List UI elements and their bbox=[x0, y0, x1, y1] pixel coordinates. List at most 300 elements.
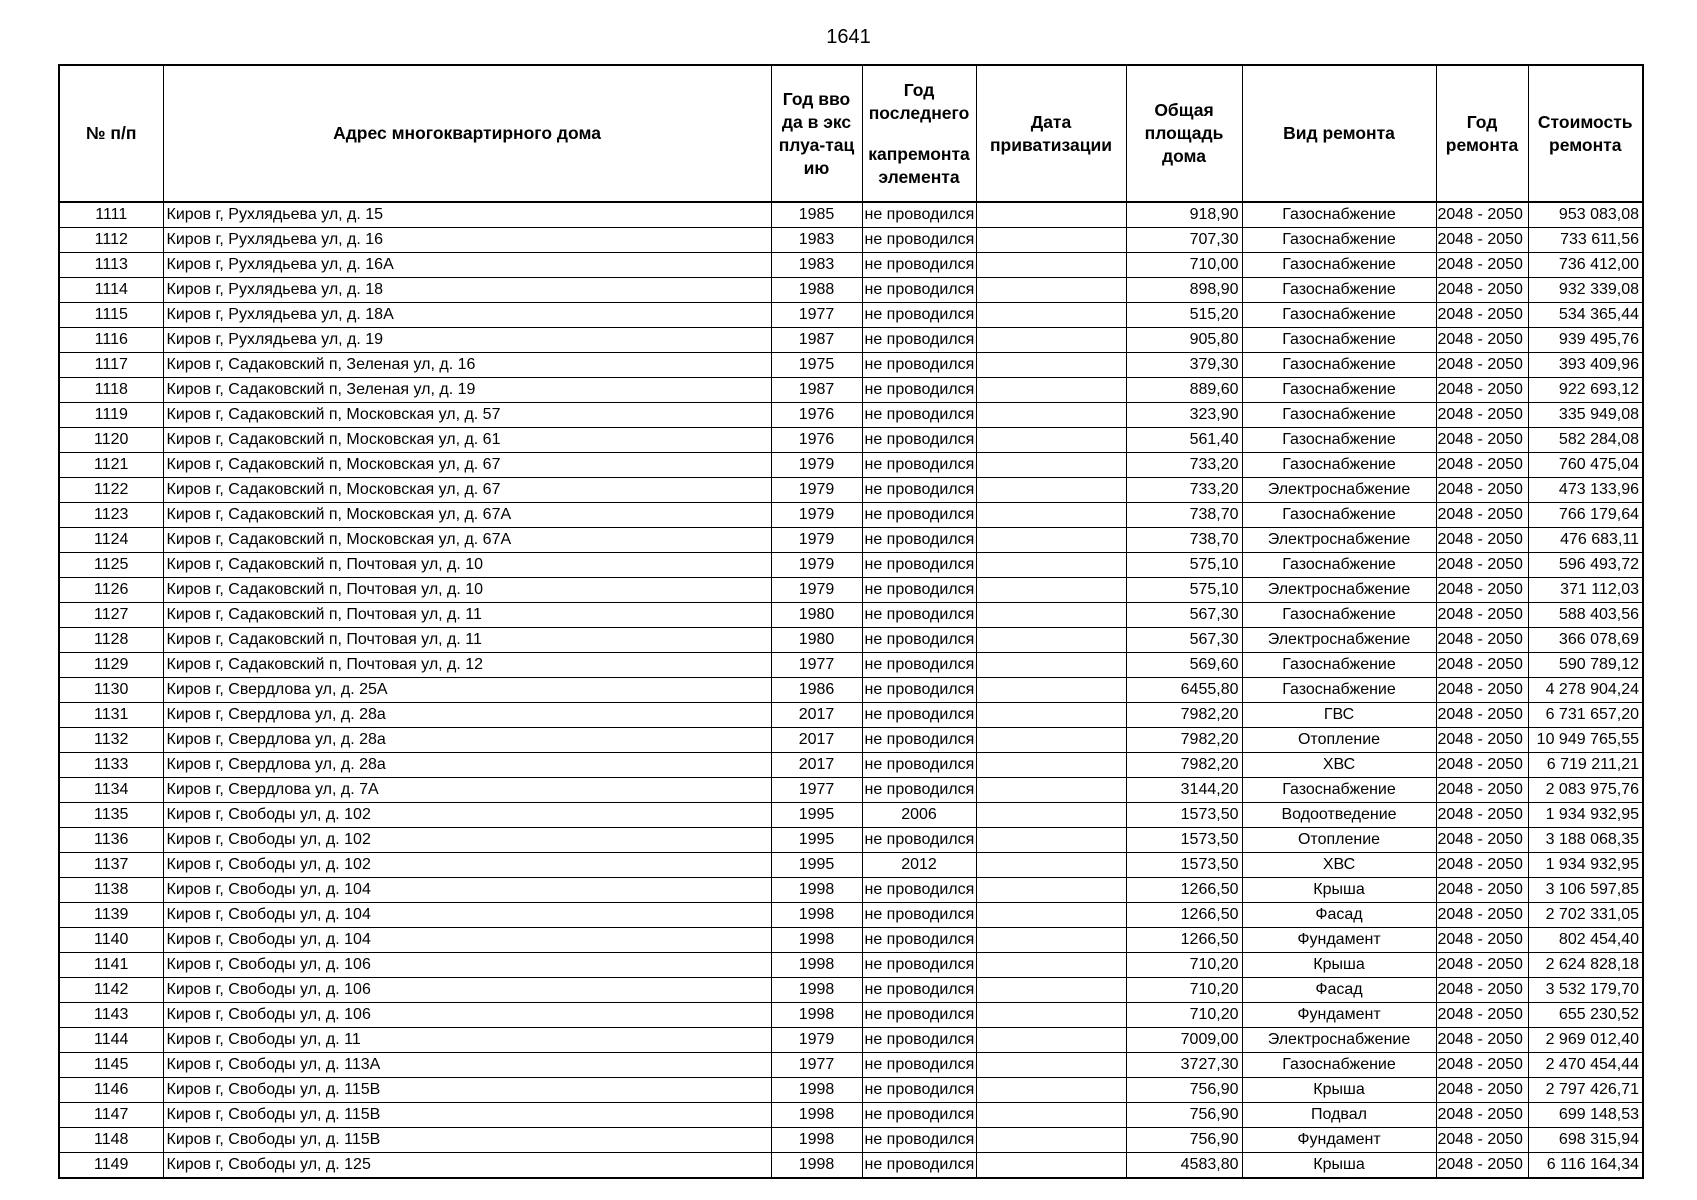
row-number: 1131 bbox=[59, 703, 163, 728]
privatization-cell bbox=[976, 903, 1126, 928]
row-number: 1113 bbox=[59, 253, 163, 278]
repair-type-cell: Крыша bbox=[1242, 1078, 1436, 1103]
table-row bbox=[59, 453, 1643, 478]
repair-year-cell: 2048 - 2050 bbox=[1436, 753, 1528, 778]
year-built-cell: 1979 bbox=[771, 453, 862, 478]
address-cell: Киров г, Свободы ул, д. 104 bbox=[163, 928, 771, 953]
table-row bbox=[59, 1053, 1643, 1078]
year-built-cell: 1976 bbox=[771, 428, 862, 453]
area-cell: 6455,80 bbox=[1126, 678, 1242, 703]
address-cell: Киров г, Свободы ул, д. 113А bbox=[163, 1053, 771, 1078]
privatization-cell bbox=[976, 678, 1126, 703]
repair-year-cell: 2048 - 2050 bbox=[1436, 878, 1528, 903]
address-cell: Киров г, Рухлядьева ул, д. 18А bbox=[163, 303, 771, 328]
area-cell: 569,60 bbox=[1126, 653, 1242, 678]
area-cell: 3144,20 bbox=[1126, 778, 1242, 803]
year-built-cell: 1987 bbox=[771, 328, 862, 353]
last-repair-cell: 2012 bbox=[862, 853, 976, 878]
row-number: 1149 bbox=[59, 1153, 163, 1179]
last-repair-cell: не проводился bbox=[862, 978, 976, 1003]
year-built-cell: 1977 bbox=[771, 653, 862, 678]
row-number: 1119 bbox=[59, 403, 163, 428]
cost-cell: 953 083,08 bbox=[1528, 202, 1643, 228]
privatization-cell bbox=[976, 553, 1126, 578]
year-built-cell: 1998 bbox=[771, 903, 862, 928]
row-number: 1112 bbox=[59, 228, 163, 253]
year-built-cell: 1998 bbox=[771, 878, 862, 903]
repair-year-cell: 2048 - 2050 bbox=[1436, 528, 1528, 553]
address-cell: Киров г, Рухлядьева ул, д. 19 bbox=[163, 328, 771, 353]
cost-cell: 1 934 932,95 bbox=[1528, 853, 1643, 878]
year-built-cell: 1977 bbox=[771, 778, 862, 803]
year-built-cell: 1998 bbox=[771, 1128, 862, 1153]
row-number: 1138 bbox=[59, 878, 163, 903]
last-repair-cell: не проводился bbox=[862, 828, 976, 853]
row-number: 1129 bbox=[59, 653, 163, 678]
repair-year-cell: 2048 - 2050 bbox=[1436, 353, 1528, 378]
year-built-cell: 2017 bbox=[771, 728, 862, 753]
year-built-cell: 1998 bbox=[771, 1153, 862, 1179]
last-repair-cell: не проводился bbox=[862, 903, 976, 928]
repair-year-cell: 2048 - 2050 bbox=[1436, 903, 1528, 928]
repair-year-cell: 2048 - 2050 bbox=[1436, 703, 1528, 728]
repair-type-cell: Крыша bbox=[1242, 953, 1436, 978]
privatization-cell bbox=[976, 1003, 1126, 1028]
cost-cell: 3 532 179,70 bbox=[1528, 978, 1643, 1003]
last-repair-cell: не проводился bbox=[862, 303, 976, 328]
last-repair-cell: не проводился bbox=[862, 1153, 976, 1179]
repair-year-cell: 2048 - 2050 bbox=[1436, 503, 1528, 528]
header-privatization: Дата приватизации bbox=[976, 65, 1126, 202]
address-cell: Киров г, Садаковский п, Московская ул, д. 67А bbox=[163, 503, 771, 528]
area-cell: 7982,20 bbox=[1126, 728, 1242, 753]
year-built-cell: 1979 bbox=[771, 503, 862, 528]
row-number: 1146 bbox=[59, 1078, 163, 1103]
repair-type-cell: Электроснабжение bbox=[1242, 1028, 1436, 1053]
year-built-cell: 1998 bbox=[771, 1078, 862, 1103]
cost-cell: 2 969 012,40 bbox=[1528, 1028, 1643, 1053]
privatization-cell bbox=[976, 803, 1126, 828]
cost-cell: 582 284,08 bbox=[1528, 428, 1643, 453]
privatization-cell bbox=[976, 453, 1126, 478]
table-row bbox=[59, 1153, 1643, 1179]
address-cell: Киров г, Свободы ул, д. 104 bbox=[163, 878, 771, 903]
repair-type-cell: Крыша bbox=[1242, 878, 1436, 903]
cost-cell: 760 475,04 bbox=[1528, 453, 1643, 478]
repair-type-cell: ХВС bbox=[1242, 853, 1436, 878]
repair-type-cell: Газоснабжение bbox=[1242, 678, 1436, 703]
cost-cell: 393 409,96 bbox=[1528, 353, 1643, 378]
address-cell: Киров г, Садаковский п, Почтовая ул, д. 10 bbox=[163, 578, 771, 603]
row-number: 1127 bbox=[59, 603, 163, 628]
privatization-cell bbox=[976, 328, 1126, 353]
repair-year-cell: 2048 - 2050 bbox=[1436, 1028, 1528, 1053]
row-number: 1143 bbox=[59, 1003, 163, 1028]
area-cell: 1266,50 bbox=[1126, 928, 1242, 953]
address-cell: Киров г, Свободы ул, д. 115В bbox=[163, 1128, 771, 1153]
repair-year-cell: 2048 - 2050 bbox=[1436, 853, 1528, 878]
last-repair-cell: не проводился bbox=[862, 1003, 976, 1028]
privatization-cell bbox=[976, 253, 1126, 278]
repair-type-cell: Фундамент bbox=[1242, 1128, 1436, 1153]
address-cell: Киров г, Рухлядьева ул, д. 16 bbox=[163, 228, 771, 253]
repair-type-cell: Газоснабжение bbox=[1242, 202, 1436, 228]
privatization-cell bbox=[976, 703, 1126, 728]
year-built-cell: 1987 bbox=[771, 378, 862, 403]
privatization-cell bbox=[976, 978, 1126, 1003]
cost-cell: 366 078,69 bbox=[1528, 628, 1643, 653]
cost-cell: 10 949 765,55 bbox=[1528, 728, 1643, 753]
area-cell: 756,90 bbox=[1126, 1103, 1242, 1128]
year-built-cell: 1977 bbox=[771, 303, 862, 328]
last-repair-cell: не проводился bbox=[862, 553, 976, 578]
row-number: 1147 bbox=[59, 1103, 163, 1128]
privatization-cell bbox=[976, 578, 1126, 603]
year-built-cell: 1979 bbox=[771, 1028, 862, 1053]
last-repair-cell: не проводился bbox=[862, 353, 976, 378]
repair-type-cell: Газоснабжение bbox=[1242, 553, 1436, 578]
year-built-cell: 1995 bbox=[771, 853, 862, 878]
repair-type-cell: Газоснабжение bbox=[1242, 453, 1436, 478]
repair-type-cell: ГВС bbox=[1242, 703, 1436, 728]
year-built-cell: 1979 bbox=[771, 478, 862, 503]
year-built-cell: 2017 bbox=[771, 703, 862, 728]
repair-year-cell: 2048 - 2050 bbox=[1436, 778, 1528, 803]
area-cell: 575,10 bbox=[1126, 553, 1242, 578]
cost-cell: 335 949,08 bbox=[1528, 403, 1643, 428]
area-cell: 575,10 bbox=[1126, 578, 1242, 603]
privatization-cell bbox=[976, 378, 1126, 403]
year-built-cell: 1998 bbox=[771, 953, 862, 978]
address-cell: Киров г, Садаковский п, Зеленая ул, д. 16 bbox=[163, 353, 771, 378]
last-repair-cell: не проводился bbox=[862, 1078, 976, 1103]
last-repair-cell: не проводился bbox=[862, 278, 976, 303]
table-row bbox=[59, 703, 1643, 728]
table-row bbox=[59, 378, 1643, 403]
repair-type-cell: Газоснабжение bbox=[1242, 603, 1436, 628]
repair-type-cell: Электроснабжение bbox=[1242, 528, 1436, 553]
repair-year-cell: 2048 - 2050 bbox=[1436, 1128, 1528, 1153]
table-row bbox=[59, 578, 1643, 603]
cost-cell: 2 797 426,71 bbox=[1528, 1078, 1643, 1103]
repair-year-cell: 2048 - 2050 bbox=[1436, 303, 1528, 328]
header-year-built: Год ввода в эксплуа-тацию bbox=[771, 65, 862, 202]
last-repair-cell: не проводился bbox=[862, 728, 976, 753]
repair-type-cell: Газоснабжение bbox=[1242, 378, 1436, 403]
row-number: 1126 bbox=[59, 578, 163, 603]
repair-year-cell: 2048 - 2050 bbox=[1436, 1078, 1528, 1103]
cost-cell: 371 112,03 bbox=[1528, 578, 1643, 603]
area-cell: 1573,50 bbox=[1126, 803, 1242, 828]
area-cell: 379,30 bbox=[1126, 353, 1242, 378]
row-number: 1139 bbox=[59, 903, 163, 928]
area-cell: 7982,20 bbox=[1126, 753, 1242, 778]
row-number: 1118 bbox=[59, 378, 163, 403]
address-cell: Киров г, Садаковский п, Почтовая ул, д. 10 bbox=[163, 553, 771, 578]
repair-year-cell: 2048 - 2050 bbox=[1436, 1103, 1528, 1128]
repair-year-cell: 2048 - 2050 bbox=[1436, 202, 1528, 228]
address-cell: Киров г, Свердлова ул, д. 25А bbox=[163, 678, 771, 703]
address-cell: Киров г, Садаковский п, Почтовая ул, д. 12 bbox=[163, 653, 771, 678]
repair-year-cell: 2048 - 2050 bbox=[1436, 1003, 1528, 1028]
cost-cell: 1 934 932,95 bbox=[1528, 803, 1643, 828]
table-row bbox=[59, 753, 1643, 778]
table-row bbox=[59, 653, 1643, 678]
privatization-cell bbox=[976, 503, 1126, 528]
cost-cell: 766 179,64 bbox=[1528, 503, 1643, 528]
table-row bbox=[59, 778, 1643, 803]
address-cell: Киров г, Садаковский п, Почтовая ул, д. 11 bbox=[163, 603, 771, 628]
header-last-repair-bottom: капремонта элемента bbox=[868, 143, 970, 187]
cost-cell: 473 133,96 bbox=[1528, 478, 1643, 503]
year-built-cell: 1976 bbox=[771, 403, 862, 428]
repair-type-cell: Отопление bbox=[1242, 728, 1436, 753]
repair-year-cell: 2048 - 2050 bbox=[1436, 1153, 1528, 1179]
cost-cell: 2 624 828,18 bbox=[1528, 953, 1643, 978]
table-row bbox=[59, 978, 1643, 1003]
repair-type-cell: Электроснабжение bbox=[1242, 578, 1436, 603]
repair-year-cell: 2048 - 2050 bbox=[1436, 678, 1528, 703]
last-repair-cell: не проводился bbox=[862, 628, 976, 653]
header-area: Общая площадь дома bbox=[1126, 65, 1242, 202]
address-cell: Киров г, Свободы ул, д. 106 bbox=[163, 978, 771, 1003]
area-cell: 710,20 bbox=[1126, 978, 1242, 1003]
address-cell: Киров г, Свердлова ул, д. 7А bbox=[163, 778, 771, 803]
address-cell: Киров г, Свердлова ул, д. 28а bbox=[163, 753, 771, 778]
year-built-cell: 1985 bbox=[771, 202, 862, 228]
year-built-cell: 1998 bbox=[771, 1103, 862, 1128]
row-number: 1144 bbox=[59, 1028, 163, 1053]
row-number: 1123 bbox=[59, 503, 163, 528]
row-number: 1125 bbox=[59, 553, 163, 578]
repair-year-cell: 2048 - 2050 bbox=[1436, 378, 1528, 403]
year-built-cell: 1977 bbox=[771, 1053, 862, 1078]
row-number: 1120 bbox=[59, 428, 163, 453]
privatization-cell bbox=[976, 278, 1126, 303]
area-cell: 756,90 bbox=[1126, 1078, 1242, 1103]
repair-year-cell: 2048 - 2050 bbox=[1436, 603, 1528, 628]
table-row bbox=[59, 228, 1643, 253]
header-cost: Стоимость ремонта bbox=[1528, 65, 1643, 202]
repair-type-cell: Газоснабжение bbox=[1242, 503, 1436, 528]
repair-registry-table bbox=[58, 64, 1644, 1179]
repair-type-cell: Газоснабжение bbox=[1242, 253, 1436, 278]
row-number: 1121 bbox=[59, 453, 163, 478]
privatization-cell bbox=[976, 303, 1126, 328]
cost-cell: 590 789,12 bbox=[1528, 653, 1643, 678]
repair-year-cell: 2048 - 2050 bbox=[1436, 403, 1528, 428]
header-last-repair bbox=[862, 65, 976, 202]
last-repair-cell: не проводился bbox=[862, 1103, 976, 1128]
row-number: 1137 bbox=[59, 853, 163, 878]
cost-cell: 733 611,56 bbox=[1528, 228, 1643, 253]
area-cell: 710,00 bbox=[1126, 253, 1242, 278]
year-built-cell: 1979 bbox=[771, 578, 862, 603]
last-repair-cell: не проводился bbox=[862, 378, 976, 403]
cost-cell: 802 454,40 bbox=[1528, 928, 1643, 953]
last-repair-cell: не проводился bbox=[862, 778, 976, 803]
repair-type-cell: Отопление bbox=[1242, 828, 1436, 853]
address-cell: Киров г, Свободы ул, д. 102 bbox=[163, 803, 771, 828]
address-cell: Киров г, Свободы ул, д. 11 bbox=[163, 1028, 771, 1053]
table-row bbox=[59, 428, 1643, 453]
repair-year-cell: 2048 - 2050 bbox=[1436, 628, 1528, 653]
table-row bbox=[59, 1078, 1643, 1103]
privatization-cell bbox=[976, 1053, 1126, 1078]
area-cell: 4583,80 bbox=[1126, 1153, 1242, 1179]
header-repair-type: Вид ремонта bbox=[1242, 65, 1436, 202]
cost-cell: 932 339,08 bbox=[1528, 278, 1643, 303]
last-repair-cell: не проводился bbox=[862, 678, 976, 703]
table-row bbox=[59, 728, 1643, 753]
address-cell: Киров г, Рухлядьева ул, д. 16А bbox=[163, 253, 771, 278]
privatization-cell bbox=[976, 728, 1126, 753]
last-repair-cell: не проводился bbox=[862, 1028, 976, 1053]
repair-type-cell: Водоотведение bbox=[1242, 803, 1436, 828]
area-cell: 567,30 bbox=[1126, 628, 1242, 653]
year-built-cell: 1979 bbox=[771, 553, 862, 578]
last-repair-cell: не проводился bbox=[862, 202, 976, 228]
table-row bbox=[59, 878, 1643, 903]
row-number: 1114 bbox=[59, 278, 163, 303]
last-repair-cell: не проводился bbox=[862, 253, 976, 278]
row-number: 1128 bbox=[59, 628, 163, 653]
year-built-cell: 2017 bbox=[771, 753, 862, 778]
privatization-cell bbox=[976, 753, 1126, 778]
privatization-cell bbox=[976, 1078, 1126, 1103]
area-cell: 7982,20 bbox=[1126, 703, 1242, 728]
repair-type-cell: Крыша bbox=[1242, 1153, 1436, 1179]
table-row bbox=[59, 278, 1643, 303]
area-cell: 1573,50 bbox=[1126, 853, 1242, 878]
last-repair-cell: не проводился bbox=[862, 428, 976, 453]
repair-type-cell: Фундамент bbox=[1242, 928, 1436, 953]
cost-cell: 2 470 454,44 bbox=[1528, 1053, 1643, 1078]
header-repair-year: Год ремонта bbox=[1436, 65, 1528, 202]
header-address: Адрес многоквартирного дома bbox=[163, 65, 771, 202]
area-cell: 905,80 bbox=[1126, 328, 1242, 353]
repair-type-cell: Газоснабжение bbox=[1242, 778, 1436, 803]
cost-cell: 534 365,44 bbox=[1528, 303, 1643, 328]
address-cell: Киров г, Свободы ул, д. 115В bbox=[163, 1078, 771, 1103]
repair-year-cell: 2048 - 2050 bbox=[1436, 1053, 1528, 1078]
privatization-cell bbox=[976, 228, 1126, 253]
header-row bbox=[59, 65, 1643, 202]
area-cell: 738,70 bbox=[1126, 503, 1242, 528]
row-number: 1117 bbox=[59, 353, 163, 378]
area-cell: 561,40 bbox=[1126, 428, 1242, 453]
address-cell: Киров г, Свободы ул, д. 115В bbox=[163, 1103, 771, 1128]
address-cell: Киров г, Свободы ул, д. 106 bbox=[163, 1003, 771, 1028]
table-row bbox=[59, 853, 1643, 878]
row-number: 1148 bbox=[59, 1128, 163, 1153]
year-built-cell: 1980 bbox=[771, 603, 862, 628]
table-row bbox=[59, 803, 1643, 828]
last-repair-cell: 2006 bbox=[862, 803, 976, 828]
address-cell: Киров г, Садаковский п, Почтовая ул, д. 11 bbox=[163, 628, 771, 653]
row-number: 1124 bbox=[59, 528, 163, 553]
year-built-cell: 1998 bbox=[771, 978, 862, 1003]
cost-cell: 655 230,52 bbox=[1528, 1003, 1643, 1028]
repair-year-cell: 2048 - 2050 bbox=[1436, 653, 1528, 678]
address-cell: Киров г, Садаковский п, Зеленая ул, д. 19 bbox=[163, 378, 771, 403]
address-cell: Киров г, Рухлядьева ул, д. 15 bbox=[163, 202, 771, 228]
privatization-cell bbox=[976, 1028, 1126, 1053]
cost-cell: 4 278 904,24 bbox=[1528, 678, 1643, 703]
last-repair-cell: не проводился bbox=[862, 453, 976, 478]
cost-cell: 476 683,11 bbox=[1528, 528, 1643, 553]
table-row bbox=[59, 478, 1643, 503]
table-row bbox=[59, 1128, 1643, 1153]
table-row bbox=[59, 253, 1643, 278]
table-row bbox=[59, 328, 1643, 353]
area-cell: 756,90 bbox=[1126, 1128, 1242, 1153]
table-row bbox=[59, 202, 1643, 228]
address-cell: Киров г, Садаковский п, Московская ул, д. 57 bbox=[163, 403, 771, 428]
privatization-cell bbox=[976, 1128, 1126, 1153]
repair-type-cell: Газоснабжение bbox=[1242, 403, 1436, 428]
area-cell: 738,70 bbox=[1126, 528, 1242, 553]
table-row bbox=[59, 1028, 1643, 1053]
table-row bbox=[59, 1103, 1643, 1128]
cost-cell: 596 493,72 bbox=[1528, 553, 1643, 578]
repair-type-cell: Газоснабжение bbox=[1242, 353, 1436, 378]
last-repair-cell: не проводился bbox=[862, 1053, 976, 1078]
address-cell: Киров г, Свердлова ул, д. 28а bbox=[163, 703, 771, 728]
privatization-cell bbox=[976, 1103, 1126, 1128]
cost-cell: 6 719 211,21 bbox=[1528, 753, 1643, 778]
year-built-cell: 1998 bbox=[771, 928, 862, 953]
area-cell: 898,90 bbox=[1126, 278, 1242, 303]
cost-cell: 588 403,56 bbox=[1528, 603, 1643, 628]
repair-year-cell: 2048 - 2050 bbox=[1436, 953, 1528, 978]
cost-cell: 698 315,94 bbox=[1528, 1128, 1643, 1153]
repair-year-cell: 2048 - 2050 bbox=[1436, 728, 1528, 753]
table-row bbox=[59, 928, 1643, 953]
repair-type-cell: Фасад bbox=[1242, 903, 1436, 928]
last-repair-cell: не проводился bbox=[862, 653, 976, 678]
table-row bbox=[59, 628, 1643, 653]
privatization-cell bbox=[976, 528, 1126, 553]
repair-type-cell: Подвал bbox=[1242, 1103, 1436, 1128]
last-repair-cell: не проводился bbox=[862, 578, 976, 603]
year-built-cell: 1983 bbox=[771, 253, 862, 278]
privatization-cell bbox=[976, 603, 1126, 628]
repair-year-cell: 2048 - 2050 bbox=[1436, 453, 1528, 478]
table-row bbox=[59, 903, 1643, 928]
year-built-cell: 1995 bbox=[771, 803, 862, 828]
row-number: 1145 bbox=[59, 1053, 163, 1078]
last-repair-cell: не проводился bbox=[862, 603, 976, 628]
row-number: 1142 bbox=[59, 978, 163, 1003]
privatization-cell bbox=[976, 628, 1126, 653]
row-number: 1141 bbox=[59, 953, 163, 978]
last-repair-cell: не проводился bbox=[862, 503, 976, 528]
row-number: 1116 bbox=[59, 328, 163, 353]
table-row bbox=[59, 353, 1643, 378]
address-cell: Киров г, Садаковский п, Московская ул, д. 67А bbox=[163, 528, 771, 553]
repair-year-cell: 2048 - 2050 bbox=[1436, 428, 1528, 453]
privatization-cell bbox=[976, 353, 1126, 378]
privatization-cell bbox=[976, 928, 1126, 953]
table-row bbox=[59, 953, 1643, 978]
privatization-cell bbox=[976, 428, 1126, 453]
row-number: 1115 bbox=[59, 303, 163, 328]
last-repair-cell: не проводился bbox=[862, 328, 976, 353]
table-row bbox=[59, 403, 1643, 428]
table-row bbox=[59, 303, 1643, 328]
repair-type-cell: Газоснабжение bbox=[1242, 278, 1436, 303]
